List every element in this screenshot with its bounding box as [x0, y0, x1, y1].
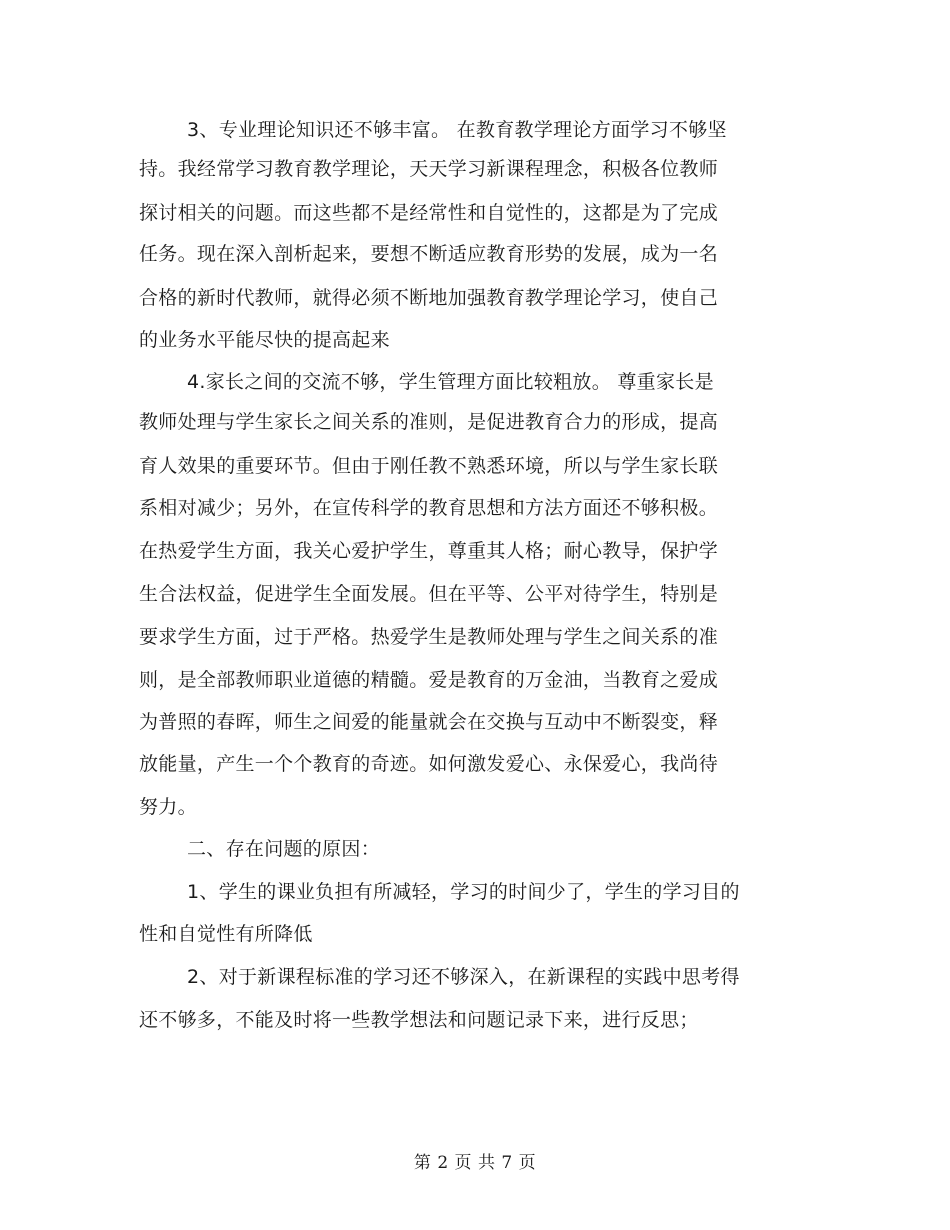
text-line: 2、对于新课程标准的学习还不够深入，在新课程的实践中思考得: [187, 966, 740, 988]
text-line: 生合法权益，促进学生全面发展。但在平等、公平对待学生，特别是: [139, 583, 719, 605]
text-line: 任务。现在深入剖析起来，要想不断适应教育形势的发展，成为一名: [139, 243, 719, 265]
text-line: 还不够多，不能及时将一些教学想法和问题记录下来，进行反思；: [139, 1009, 699, 1031]
text-line: 育人效果的重要环节。但由于刚任教不熟悉环境，所以与学生家长联: [139, 455, 719, 477]
text-line: 4.家长之间的交流不够，学生管理方面比较粗放。 尊重家长是: [187, 371, 714, 393]
text-line: 为普照的春晖，师生之间爱的能量就会在交换与互动中不断裂变，释: [139, 711, 719, 733]
text-line: 系相对减少；另外，在宣传科学的教育思想和方法方面还不够积极。: [139, 497, 719, 519]
text-line: 持。我经常学习教育教学理论，天天学习新课程理念，积极各位教师: [139, 158, 719, 180]
text-line: 则，是全部教师职业道德的精髓。爱是教育的万金油，当教育之爱成: [139, 669, 719, 691]
text-line: 在热爱学生方面，我关心爱护学生，尊重其人格；耐心教导，保护学: [139, 540, 719, 562]
text-line: 3、专业理论知识还不够丰富。 在教育教学理论方面学习不够坚: [187, 119, 727, 141]
text-line: 努力。: [139, 796, 197, 818]
text-line: 教师处理与学生家长之间关系的准则，是促进教育合力的形成，提高: [139, 411, 719, 433]
text-line: 的业务水平能尽快的提高起来: [139, 329, 390, 351]
text-line: 探讨相关的问题。而这些都不是经常性和自觉性的，这都是为了完成: [139, 202, 719, 224]
text-line: 要求学生方面，过于严格。热爱学生是教师处理与学生之间关系的准: [139, 626, 719, 648]
text-line: 放能量，产生一个个教育的奇迹。如何激发爱心、永保爱心，我尚待: [139, 753, 719, 775]
text-line: 合格的新时代教师，就得必须不断地加强教育教学理论学习，使自己: [139, 287, 719, 309]
text-line: 性和自觉性有所降低: [139, 923, 313, 945]
section-heading: 二、存在问题的原因：: [187, 838, 381, 860]
text-line: 1、学生的课业负担有所减轻，学习的时间少了，学生的学习目的: [187, 881, 740, 903]
page-number: 第 2 页 共 7 页: [413, 1153, 537, 1173]
